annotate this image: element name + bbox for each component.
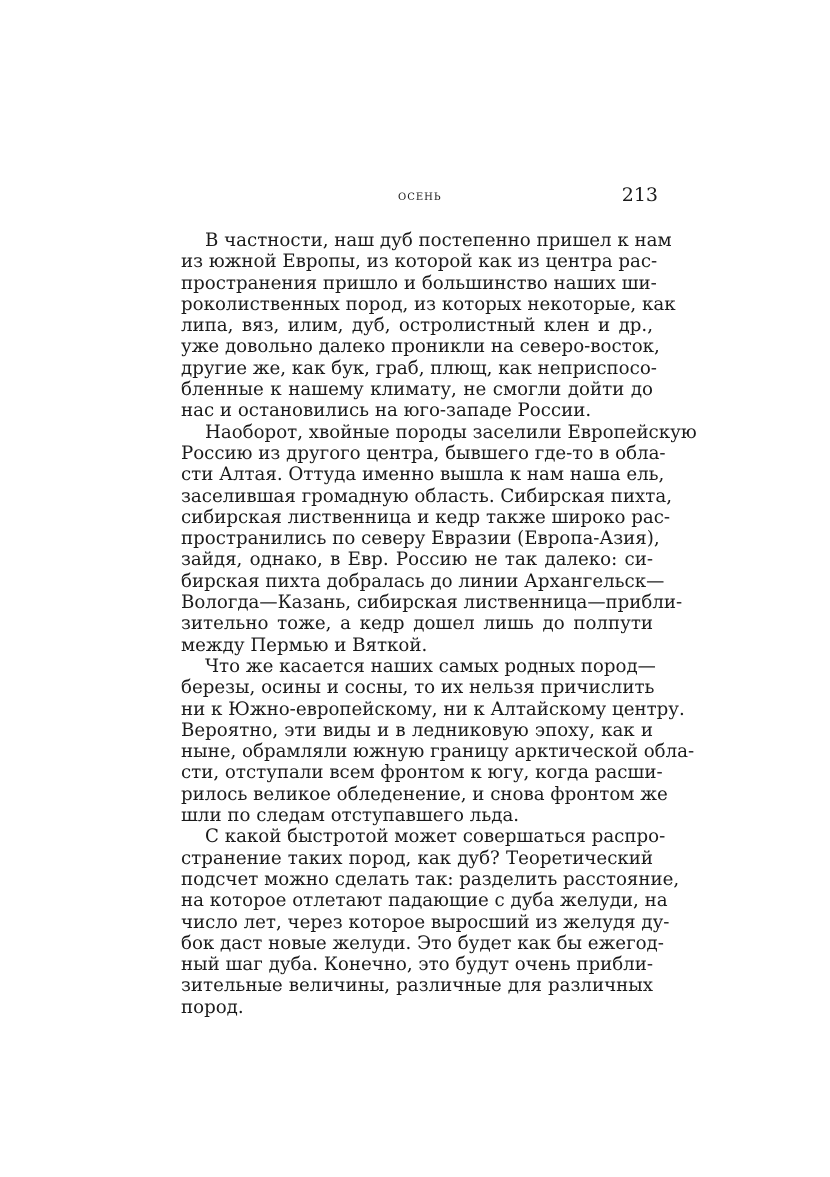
text-line: шли по следам отступавшего льда. <box>181 805 520 827</box>
text-line: на которое отлетают падающие с дуба желуди, на <box>181 890 668 912</box>
text-line: уже довольно далеко проникли на северо-восток, <box>181 336 660 358</box>
text-line: заселившая громадную область. Сибирская пихта, <box>181 485 672 507</box>
text-line: пород. <box>181 996 244 1018</box>
text-line: Россию из другого центра, бывшего где-то в обла- <box>181 442 666 464</box>
text-line: зительно тоже, а кедр дошел лишь до полпути <box>181 613 653 635</box>
text-line: Вологда—Казань, сибирская лиственница—прибли- <box>181 592 683 614</box>
text-line: пространения пришло и большинство наших ши- <box>181 272 657 294</box>
text-line: сти, отступали всем фронтом к югу, когда расши- <box>181 762 663 784</box>
text-line: Наоборот, хвойные породы заселили Европейскую <box>205 421 697 443</box>
text-line: число лет, через которое выросший из желудя ду- <box>181 911 670 933</box>
text-line: бок даст новые желуди. Это будет как бы ежегод- <box>181 932 664 954</box>
text-line: зительные величины, различные для различных <box>181 975 653 997</box>
text-line: подсчет можно сделать так: разделить расстояние, <box>181 868 680 890</box>
text-line: другие же, как бук, граб, плющ, как неприспосо- <box>181 357 657 379</box>
running-title: осень <box>398 188 442 204</box>
text-line: сти Алтая. Оттуда именно вышла к нам наша ель, <box>181 464 665 486</box>
text-line: липа, вяз, илим, дуб, остролистный клен и др., <box>181 315 653 337</box>
text-line: роколиственных пород, из которых некоторые, как <box>181 293 676 315</box>
text-line: В частности, наш дуб постепенно пришел к нам <box>205 230 672 251</box>
text-line: пространились по северу Евразии (Европа-Азия), <box>181 528 660 550</box>
text-line: из южной Европы, из которой как из центра рас- <box>181 251 658 273</box>
text-line: Что же касается наших самых родных пород— <box>205 655 656 677</box>
text-line: ный шаг дуба. Конечно, это будут очень прибли- <box>181 954 653 976</box>
page-number: 213 <box>621 184 658 206</box>
paragraph-3 <box>181 655 695 827</box>
text-line: зайдя, однако, в Евр. Россию не так далеко: си- <box>181 549 653 571</box>
text-line: между Пермью и Вяткой. <box>181 634 428 656</box>
text-line: березы, осины и сосны, то их нельзя причислить <box>181 677 655 699</box>
text-line: странение таких пород, как дуб? Теоретический <box>181 847 653 869</box>
paragraph-2 <box>181 421 697 656</box>
text-line: нас и остановились на юго-западе России. <box>181 400 592 422</box>
paragraph-1 <box>181 230 676 422</box>
text-line: ни к Южно-европейскому, ни к Алтайскому центру. <box>181 698 685 720</box>
text-line: рилось великое обледенение, и снова фронтом же <box>181 783 668 805</box>
text-line: бленные к нашему климату, не смогли дойти до <box>181 379 653 401</box>
text-line: ныне, обрамляли южную границу арктической обла- <box>181 741 695 763</box>
page-header <box>180 184 660 212</box>
text-line: сибирская лиственница и кедр также широко рас- <box>181 506 671 528</box>
text-line: бирская пихта добралась до линии Архангельск— <box>181 570 665 592</box>
text-line: С какой быстротой может совершаться распро- <box>205 826 666 848</box>
paragraph-4 <box>181 826 680 1018</box>
text-line: Вероятно, эти виды и в ледниковую эпоху, как и <box>181 719 653 741</box>
body-text <box>181 230 697 1018</box>
